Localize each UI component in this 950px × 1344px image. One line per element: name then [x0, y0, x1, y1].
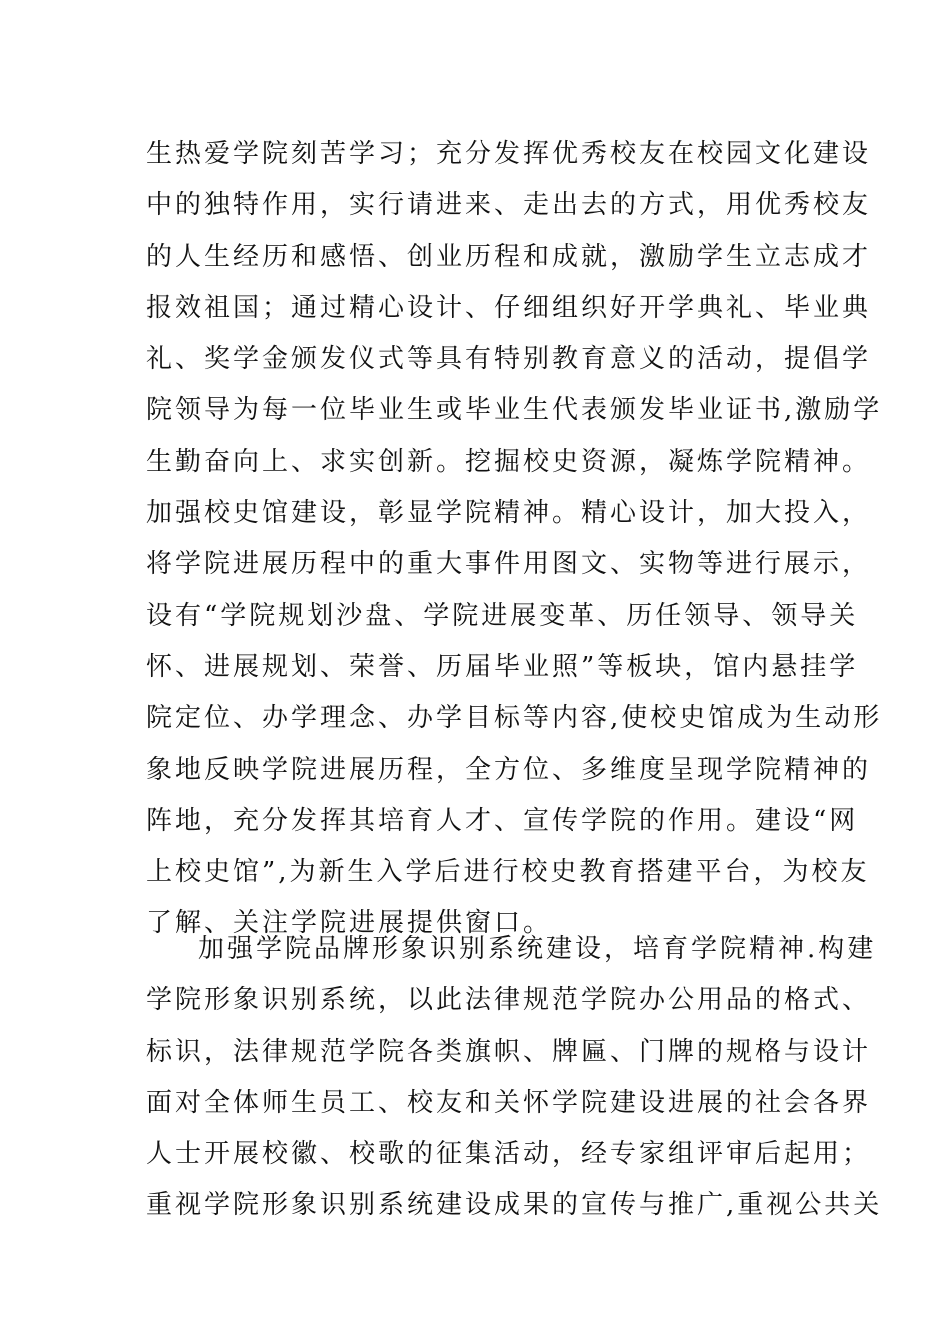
- text-line: 阵地，充分发挥其培育人才、宣传学院的作用。建设“网: [146, 805, 859, 836]
- text-line: 上校史馆”,为新生入学后进行校史教育搭建平台，为校友: [146, 857, 870, 888]
- text-line: 面对全体师生员工、校友和关怀学院建设进展的社会各界: [146, 1087, 872, 1118]
- text-line: 的人生经历和感悟、创业历程和成就，激励学生立志成才: [146, 241, 872, 272]
- text-line: 象地反映学院进展历程，全方位、多维度呈现学院精神的: [146, 754, 872, 785]
- text-line: 将学院进展历程中的重大事件用图文、实物等进行展示，: [146, 549, 872, 580]
- text-line: 中的独特作用，实行请进来、走出去的方式，用优秀校友: [146, 190, 872, 221]
- text-line: 加强学院品牌形象识别系统建设，培育学院精神.构建: [198, 934, 877, 964]
- text-line: 人士开展校徽、校歌的征集活动，经专家组评审后起用；: [146, 1139, 872, 1170]
- text-line: 院领导为每一位毕业生或毕业生代表颁发毕业证书,激励学: [146, 395, 883, 426]
- text-line: 重视学院形象识别系统建设成果的宣传与推广,重视公共关: [146, 1190, 883, 1221]
- text-line: 礼、奖学金颁发仪式等具有特别教育意义的活动，提倡学: [146, 344, 872, 375]
- text-line: 报效祖国；通过精心设计、仔细组织好开学典礼、毕业典: [146, 292, 872, 323]
- text-line: 设有“学院规划沙盘、学院进展变革、历任领导、领导关: [146, 600, 859, 631]
- text-line: 生热爱学院刻苦学习；充分发挥优秀校友在校园文化建设: [146, 139, 872, 169]
- text-line: 院定位、办学理念、办学目标等内容,使校史馆成为生动形: [146, 703, 883, 734]
- text-line: 标识，法律规范学院各类旗帜、牌匾、门牌的规格与设计: [146, 1036, 872, 1067]
- text-line: 生勤奋向上、求实创新。挖掘校史资源，凝炼学院精神。: [146, 446, 872, 477]
- text-line: 了解、关注学院进展提供窗口。: [146, 908, 553, 939]
- text-line: 学院形象识别系统，以此法律规范学院办公用品的格式、: [146, 985, 872, 1016]
- paragraph-2: [146, 924, 883, 1232]
- text-line: 加强校史馆建设，彰显学院精神。精心设计，加大投入，: [146, 498, 872, 529]
- text-line: 怀、进展规划、荣誉、历届毕业照”等板块，馆内悬挂学: [146, 651, 859, 682]
